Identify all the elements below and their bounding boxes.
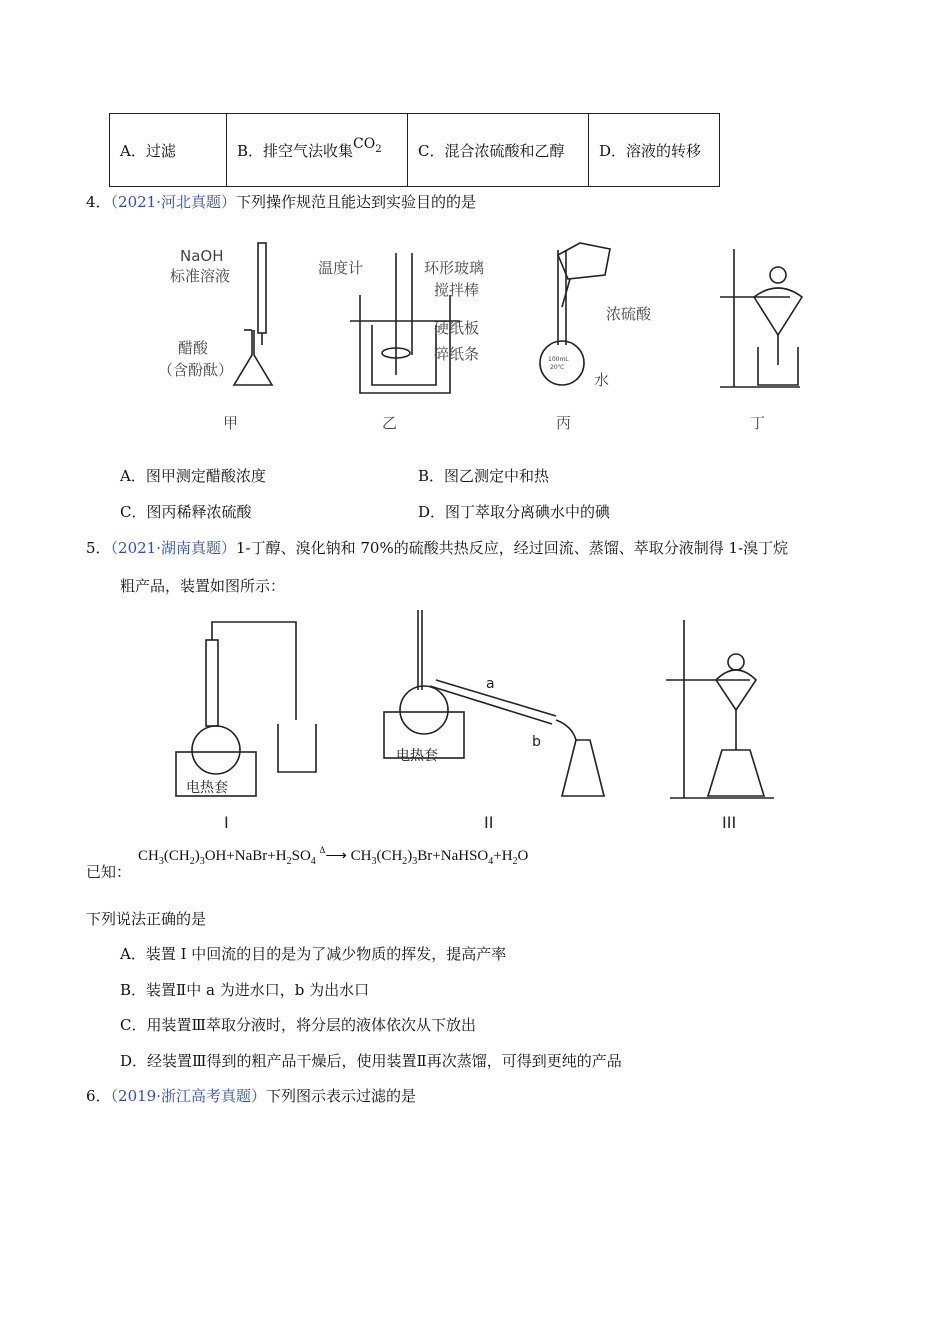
bing-flask-vol: 100mL [548, 356, 569, 363]
heater2-label: 电热套 [396, 748, 438, 764]
q5-option-b: B．装置Ⅱ中 a 为进水口，b 为出水口 [120, 981, 370, 999]
bing-label-water: 水 [594, 371, 610, 389]
jia-label-naoh: NaOH [180, 247, 224, 265]
jia-label-phenol: （含酚酞） [158, 361, 234, 379]
q4-figure [150, 235, 820, 435]
q5-stem-line2: 粗产品，装置如图所示： [120, 577, 286, 595]
ding-caption: 丁 [750, 414, 766, 432]
q6-stem: 6．（2019·浙江高考真题）下列图示表示过滤的是 [86, 1087, 417, 1105]
bing-flask-temp: 20℃ [550, 364, 565, 371]
q4-option-b: B．图乙测定中和热 [418, 467, 550, 485]
q3-option-b: B．排空气法收集$CO^2$ [227, 114, 408, 187]
q5-equation: $CH_3(CH_2)_3OH+NaBr+H_2SO_4$ $^\Delta$⟶ $CH_3(CH_2)_3Br+NaHSO_4+H_2O$ [138, 845, 529, 867]
condenser-b: b [532, 734, 541, 750]
fig-ii-caption: II [484, 813, 494, 832]
yi-label-board: 硬纸板 [434, 319, 480, 337]
fig-iii-caption: III [722, 813, 737, 832]
q5-ask: 下列说法正确的是 [86, 910, 207, 928]
yi-label-paper: 碎纸条 [434, 345, 480, 363]
q5-stem: 5．（2021·湖南真题）1-丁醇、溴化钠和 70%的硫酸共热反应，经过回流、蒸馏、萃取分液制得 1-溴丁烷 [86, 539, 789, 557]
yi-label-thermo: 温度计 [318, 259, 364, 277]
q3-options-table [109, 113, 720, 187]
jia-label-std: 标准溶液 [170, 267, 231, 285]
q4-stem: 4．（2021·河北真题）下列操作规范且能达到实验目的的是 [86, 193, 477, 211]
jia-caption: 甲 [223, 414, 239, 432]
heater1-label: 电热套 [186, 780, 228, 796]
q5-figure [160, 600, 800, 840]
condenser-a: a [486, 676, 495, 692]
yi-caption: 乙 [382, 414, 398, 432]
q5-option-a: A．装置 I 中回流的目的是为了减少物质的挥发，提高产率 [120, 945, 507, 963]
bing-label-acid: 浓硫酸 [606, 305, 652, 323]
yi-label-stir: 搅拌棒 [434, 281, 480, 299]
q3-option-d: D．溶液的转移 [589, 114, 720, 187]
fig-i-caption: I [224, 813, 229, 832]
jia-label-acid: 醋酸 [178, 339, 209, 357]
q4-option-c: C．图丙稀释浓硫酸 [120, 503, 252, 521]
yi-label-ring: 环形玻璃 [424, 259, 485, 277]
q4-option-d: D．图丁萃取分离碘水中的碘 [418, 503, 611, 521]
q5-option-c: C．用装置Ⅲ萃取分液时，将分层的液体依次从下放出 [120, 1016, 476, 1034]
q3-option-a: A．过滤 [110, 114, 227, 187]
q5-known-label: 已知： [86, 863, 132, 881]
bing-caption: 丙 [556, 414, 572, 432]
q5-option-d: D．经装置Ⅲ得到的粗产品干燥后，使用装置Ⅱ再次蒸馏，可得到更纯的产品 [120, 1052, 622, 1070]
q3-option-c: C．混合浓硫酸和乙醇 [408, 114, 589, 187]
q4-option-a: A．图甲测定醋酸浓度 [120, 467, 266, 485]
